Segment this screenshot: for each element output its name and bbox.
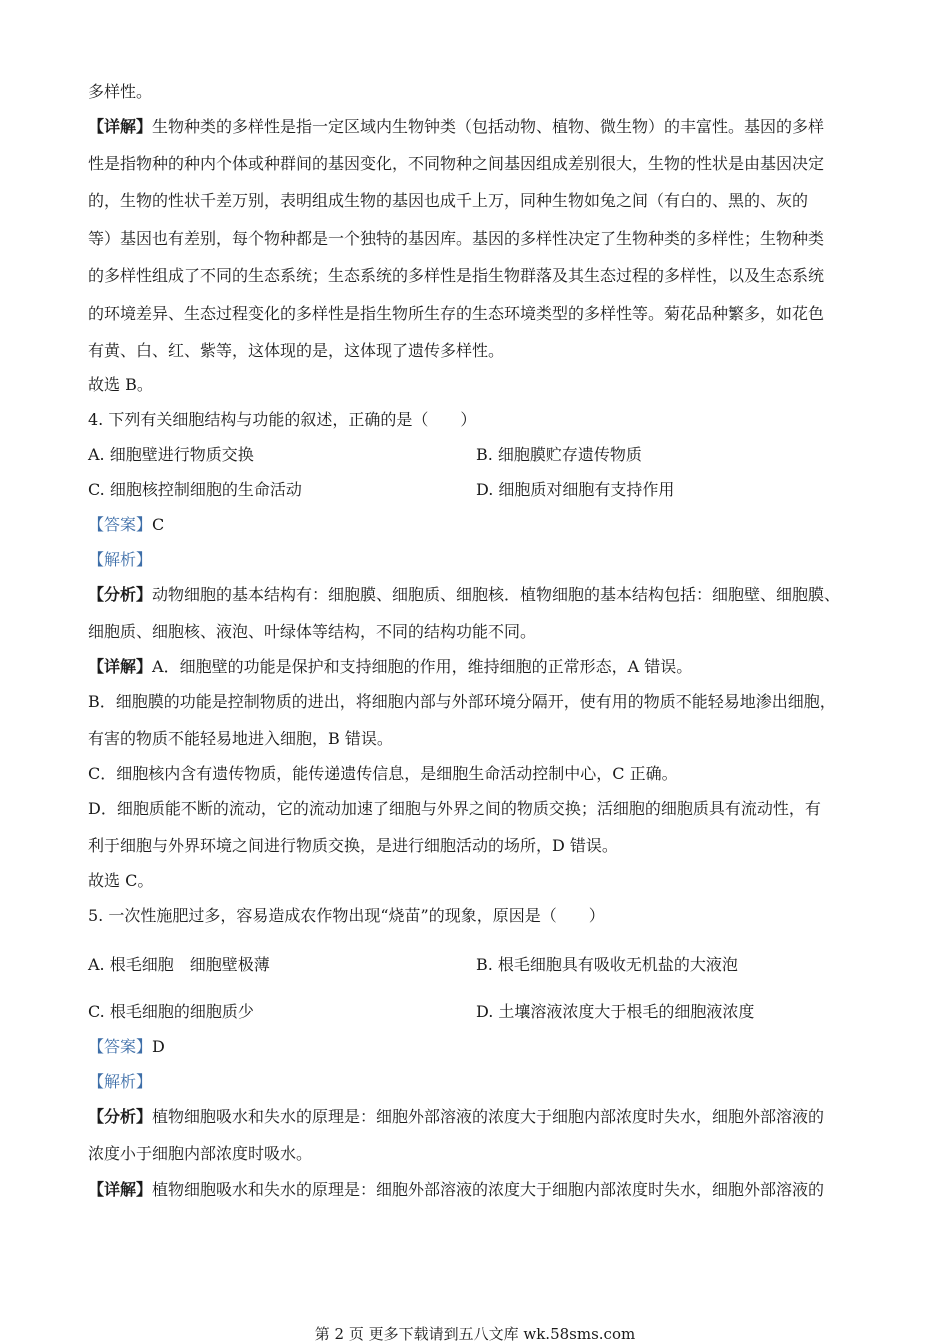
text-span: 生物种类的多样性是指一定区域内生物钟类（包括动物、植物、微生物）的丰富性。基因的多样 — [152, 117, 825, 136]
q5-fenxi-line — [88, 1107, 878, 1127]
text-line — [88, 117, 878, 137]
q4-option-d: D. 细胞质对细胞有支持作用 — [476, 480, 675, 499]
detail-tag: 【详解】 — [88, 657, 153, 676]
q4-answer — [88, 515, 878, 535]
text-span: 植物细胞吸水和失水的原理是：细胞外部溶液的浓度大于细胞内部浓度时失水，细胞外部溶液的 — [152, 1180, 825, 1199]
question-4-stem: 4. 下列有关细胞结构与功能的叙述，正确的是（ ） — [88, 410, 477, 429]
q4-detail-line — [88, 657, 878, 677]
text-line: 多样性。 — [88, 82, 153, 101]
text-line: D．细胞质能不断的流动，它的流动加速了细胞与外界之间的物质交换；活细胞的细胞质具有流动性，有 — [88, 799, 821, 818]
q5-option-c: C. 根毛细胞的细胞质少 — [88, 1002, 254, 1021]
q5-answer — [88, 1037, 878, 1057]
choose-line: 故选 C。 — [88, 871, 154, 890]
page-footer: 第 2 页 更多下载请到五八文库 wk.58sms.com — [314, 1325, 636, 1343]
q4-fenxi-line — [88, 585, 878, 605]
text-span: A．细胞壁的功能是保护和支持细胞的作用，维持细胞的正常形态，A 错误。 — [152, 657, 693, 676]
choose-line: 故选 B。 — [88, 375, 153, 394]
q5-option-a: A. 根毛细胞 细胞壁极薄 — [88, 955, 270, 974]
text-span: 植物细胞吸水和失水的原理是：细胞外部溶液的浓度大于细胞内部浓度时失水，细胞外部溶液的 — [152, 1107, 825, 1126]
q5-option-b: B. 根毛细胞具有吸收无机盐的大液泡 — [476, 955, 738, 974]
detail-tag: 【详解】 — [88, 117, 153, 136]
text-line: 有害的物质不能轻易地进入细胞，B 错误。 — [88, 729, 393, 748]
text-line: C．细胞核内含有遗传物质，能传递遗传信息，是细胞生命活动控制中心，C 正确。 — [88, 764, 678, 783]
q4-option-c: C. 细胞核控制细胞的生命活动 — [88, 480, 302, 499]
q4-option-b: B. 细胞膜贮存遗传物质 — [476, 445, 642, 464]
answer-tag: 【答案】 — [88, 515, 153, 534]
answer-value: D — [152, 1037, 165, 1056]
text-line: 性是指物种的种内个体或种群间的基因变化，不同物种之间基因组成差别很大，生物的性状是由基因决定 — [88, 154, 825, 173]
text-line: 等）基因也有差别，每个物种都是一个独特的基因库。基因的多样性决定了生物种类的多样性；生物种类 — [88, 229, 825, 248]
fenxi-tag: 【分析】 — [88, 1107, 153, 1126]
text-line: 浓度小于细胞内部浓度时吸水。 — [88, 1144, 313, 1163]
text-span: 动物细胞的基本结构有：细胞膜、细胞质、细胞核．植物细胞的基本结构包括：细胞壁、细胞膜、 — [152, 585, 841, 604]
text-line: 的多样性组成了不同的生态系统；生态系统的多样性是指生物群落及其生态过程的多样性，以及生态系统 — [88, 266, 825, 285]
answer-tag: 【答案】 — [88, 1037, 153, 1056]
text-line: 利于细胞与外界环境之间进行物质交换，是进行细胞活动的场所，D 错误。 — [88, 836, 618, 855]
text-line: 细胞质、细胞核、液泡、叶绿体等结构，不同的结构功能不同。 — [88, 622, 537, 641]
text-line: 的，生物的性状千差万别，表明组成生物的基因也成千上万，同种生物如兔之间（有白的、黑的、灰的 — [88, 191, 809, 210]
fenxi-tag: 【分析】 — [88, 585, 153, 604]
answer-value: C — [152, 515, 165, 534]
text-line: 的环境差异、生态过程变化的多样性是指生物所生存的生态环境类型的多样性等。菊花品种繁多，如花色 — [88, 304, 825, 323]
q5-detail-line — [88, 1180, 878, 1200]
text-line: B．细胞膜的功能是控制物质的进出，将细胞内部与外部环境分隔开，使有用的物质不能轻易地渗出细胞， — [88, 692, 836, 711]
q4-option-a: A. 细胞壁进行物质交换 — [88, 445, 254, 464]
question-5-stem: 5. 一次性施肥过多，容易造成农作物出现“烧苗”的现象，原因是（ ） — [88, 906, 605, 925]
q5-analysis-tag: 【解析】 — [88, 1072, 153, 1091]
q4-analysis-tag: 【解析】 — [88, 550, 153, 569]
text-line: 有黄、白、红、紫等，这体现的是，这体现了遗传多样性。 — [88, 341, 505, 360]
q5-option-d: D. 土壤溶液浓度大于根毛的细胞液浓度 — [476, 1002, 755, 1021]
detail-tag: 【详解】 — [88, 1180, 153, 1199]
